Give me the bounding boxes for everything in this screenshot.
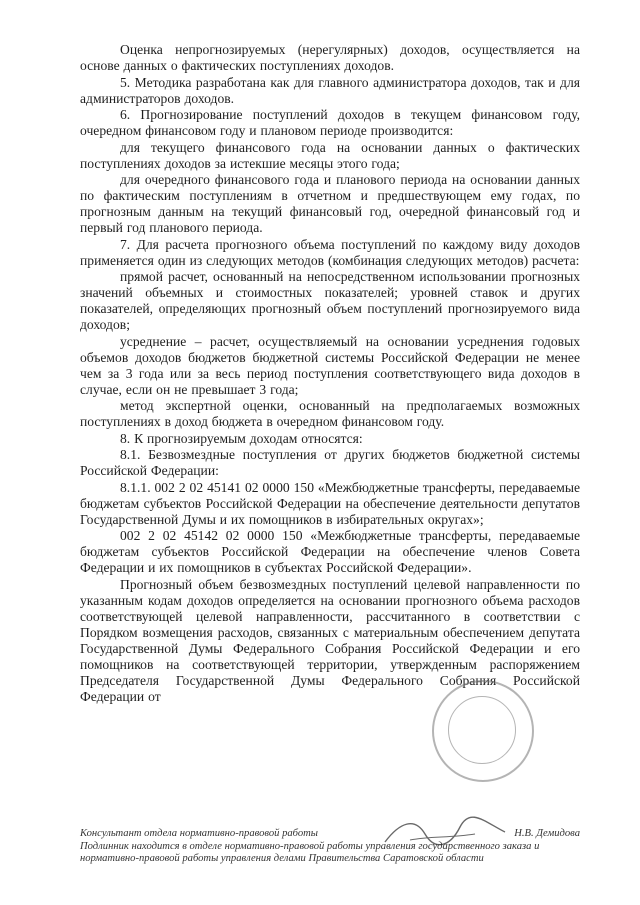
paragraph-11: 8.1. Безвозмездные поступления от других бюджетов бюджетной системы Российской Федерации: [80, 447, 580, 478]
paragraph-3: 6. Прогнозирование поступлений доходов в текущем финансовом году, очередном финансовом году и плановом периоде производится: [80, 107, 580, 138]
paragraph-8: усреднение – расчет, осуществляемый на основании усреднения годовых объемов доходов бюджетов бюджетной системы Российской Федерации не менее чем за 3 года или за весь период поступления соответствующего вида доходов в случае, если он не превышает 3 года; [80, 333, 580, 397]
paragraph-1: Оценка непрогнозируемых (нерегулярных) доходов, осуществляется на основе данных о фактических поступлениях доходов. [80, 42, 580, 73]
paragraph-9: метод экспертной оценки, основанный на предполагаемых возможных поступлениях в доход бюджета в очередном финансовом году. [80, 398, 580, 429]
paragraph-5: для очередного финансового года и планового периода на основании данных по фактическим поступлениям в отчетном и предшествующем ему годах, по прогнозным данным на текущий финансовый год, очередной финансовый год и первый год планового периода. [80, 172, 580, 235]
document-body [80, 42, 580, 705]
paragraph-10: 8. К прогнозируемым доходам относятся: [120, 430, 363, 446]
paragraph-13: 002 2 02 45142 02 0000 150 «Межбюджетные трансферты, передаваемые бюджетам субъектов Российской Федерации на обеспечение членов Совета Федерации и их помощников в субъектах Российской Федерации». [80, 528, 580, 575]
paragraph-4: для текущего финансового года на основании данных о фактических поступлениях доходов за истекшие месяцы этого года; [80, 139, 580, 171]
document-footer [80, 828, 580, 866]
paragraph-7: прямой расчет, основанный на непосредственном использовании прогнозных значений объемных и стоимостных показателей; уровней ставок и других показателей, определяющих прогнозный объем поступлений прогнозируемого вида доходов; [80, 269, 580, 332]
footer-name: Н.В. Демидова [514, 828, 580, 839]
footer-position: Консультант отдела нормативно-правовой работы [80, 828, 318, 839]
paragraph-6: 7. Для расчета прогнозного объема поступлений по каждому виду доходов применяется один из следующих методов (комбинация следующих методов) расчета: [80, 236, 580, 268]
paragraph-2: 5. Методика разработана как для главного администратора доходов, так и для администраторов доходов. [80, 74, 580, 106]
paragraph-14: Прогнозный объем безвозмездных поступлений целевой направленности по указанным кодам доходов определяется на основании прогнозного объема расходов соответствующей целевой направленности, рассчитанного в соответствии с Порядком возмещения расходов, связанных с материальным обеспечением депутата Государственной Думы Федерального Собрания Российской Федерации и его помощников на соответствующей территории, утвержденным распоряжением Председателя Государственной Думы Федерального Собрания Российской Федерации от [80, 576, 580, 704]
footer-note: Подлинник находится в отделе нормативно-правовой работы управления государственного заказа и нормативно-правовой работы управления делами Правительства Саратовской области [80, 840, 540, 864]
paragraph-12: 8.1.1. 002 2 02 45141 02 0000 150 «Межбюджетные трансферты, передаваемые бюджетам субъектов Российской Федерации на обеспечение деятельности депутатов Государственной Думы и их помощников в избирательных округах»; [80, 479, 580, 527]
official-stamp [432, 680, 534, 782]
stamp-inner-ring [448, 696, 516, 764]
